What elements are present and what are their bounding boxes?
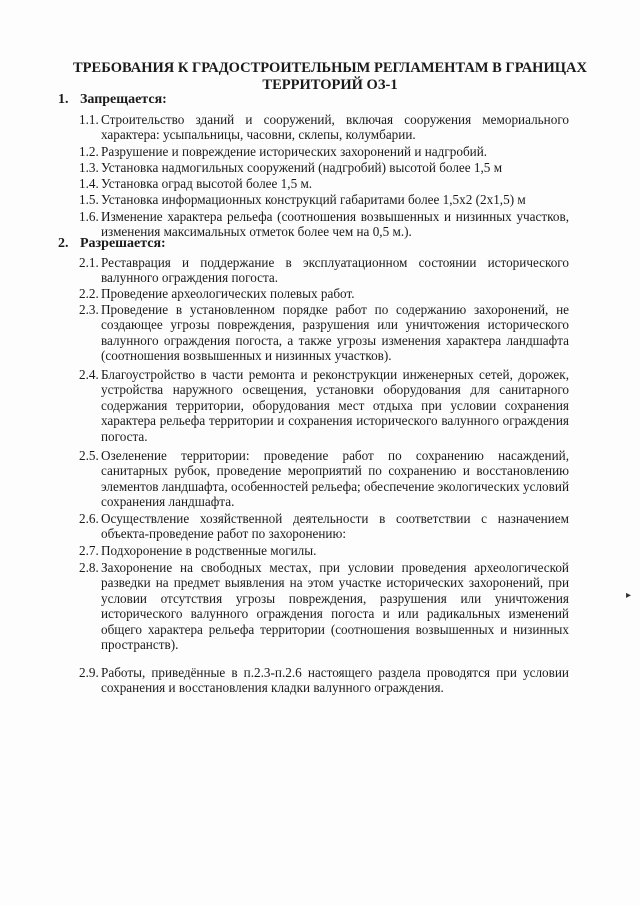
item-number: 2.1. (79, 255, 99, 270)
item-number: 1.5. (79, 192, 99, 207)
list-item (79, 302, 569, 364)
item-text: Захоронение на свободных местах, при условии проведения археологической разведки на предмет выявления на этом участке исторических захоронений, при условии отсутствия угрозы повреждения, разрушения или уничтожения исторического валунного ограждения погоста и или радикальных изменений общего характера рельефа территории (соотношения возвышенных и низинных пространств). (101, 560, 569, 653)
item-number: 1.1. (79, 112, 99, 127)
item-number: 1.2. (79, 144, 99, 159)
item-number: 2.3. (79, 302, 99, 317)
item-text: Озеленение территории: проведение работ по сохранению насаждений, санитарных рубок, проведение мероприятий по сохранению и восстановлению элементов ландшафта, особенностей рельефа; обеспечение экологических условий сохранения ландшафта. (101, 448, 569, 510)
list-item (79, 112, 569, 143)
item-number: 2.2. (79, 286, 99, 301)
document-title (60, 60, 600, 94)
section-heading (58, 236, 166, 252)
item-text: Проведение археологических полевых работ. (101, 286, 355, 301)
section-number: 2. (58, 236, 69, 251)
item-number: 2.7. (79, 543, 99, 558)
list-item (79, 367, 569, 444)
item-text: Реставрация и поддержание в эксплуатационном состоянии исторического валунного ограждения погоста. (101, 255, 569, 286)
list-item (79, 160, 569, 175)
item-text: Установка оград высотой более 1,5 м. (101, 176, 313, 191)
list-item (79, 448, 569, 510)
section-title: Разрешается: (80, 236, 166, 251)
list-item (79, 144, 569, 159)
item-text: Благоустройство в части ремонта и реконструкции инженерных сетей, дорожек, устройства наружного освещения, установки оборудования для санитарного содержания территории, оборудования мест отдыха при условии сохранения характера рельефа территории и сохранения исторического валунного ограждения погоста. (101, 367, 569, 444)
item-text: Осуществление хозяйственной деятельности в соответствии с назначением объекта-проведение работ по захоронению: (101, 511, 569, 542)
item-text: Строительство зданий и сооружений, включая сооружения мемориального характера: усыпальницы, часовни, склепы, колумбарии. (101, 112, 569, 143)
item-number: 2.8. (79, 560, 99, 575)
scan-mark: ▸ (626, 590, 632, 601)
item-number: 2.4. (79, 367, 99, 382)
item-number: 1.6. (79, 209, 99, 224)
item-text: Проведение в установленном порядке работ по содержанию захоронений, не создающее угрозы повреждения, разрушения или уничтожения исторического валунного ограждения погоста, а также угрозы изменения характера ландшафта (соотношения возвышенных и низинных участков). (101, 302, 569, 364)
item-number: 1.4. (79, 176, 99, 191)
list-item (79, 665, 569, 696)
item-number: 2.9. (79, 665, 99, 680)
item-text: Установка информационных конструкций габаритами более 1,5х2 (2х1,5) м (101, 192, 526, 207)
list-item (79, 176, 569, 191)
item-number: 2.5. (79, 448, 99, 463)
item-text: Работы, приведённые в п.2.3-п.2.6 настоящего раздела проводятся при условии сохранения и восстановления кладки валунного ограждения. (101, 665, 569, 696)
title-line-1: ТРЕБОВАНИЯ К ГРАДОСТРОИТЕЛЬНЫМ РЕГЛАМЕНТАМ В ГРАНИЦАХ (73, 60, 587, 76)
list-item (79, 560, 569, 652)
section-heading (58, 92, 167, 108)
item-number: 2.6. (79, 511, 99, 526)
list-item (79, 511, 569, 542)
title-line-2: ТЕРРИТОРИЙ ОЗ-1 (262, 77, 398, 93)
list-item (79, 286, 569, 301)
item-text: Изменение характера рельефа (соотношения возвышенных и низинных участков, изменения максимальных отметок более чем на 0,5 м.). (101, 209, 569, 240)
list-item (79, 192, 569, 207)
list-item (79, 543, 569, 558)
section-number: 1. (58, 92, 69, 107)
section-title: Запрещается: (80, 92, 167, 107)
item-text: Установка надмогильных сооружений (надгробий) высотой более 1,5 м (101, 160, 503, 175)
item-number: 1.3. (79, 160, 99, 175)
item-text: Подхоронение в родственные могилы. (101, 543, 317, 558)
list-item (79, 255, 569, 286)
item-text: Разрушение и повреждение исторических захоронений и надгробий. (101, 144, 488, 159)
